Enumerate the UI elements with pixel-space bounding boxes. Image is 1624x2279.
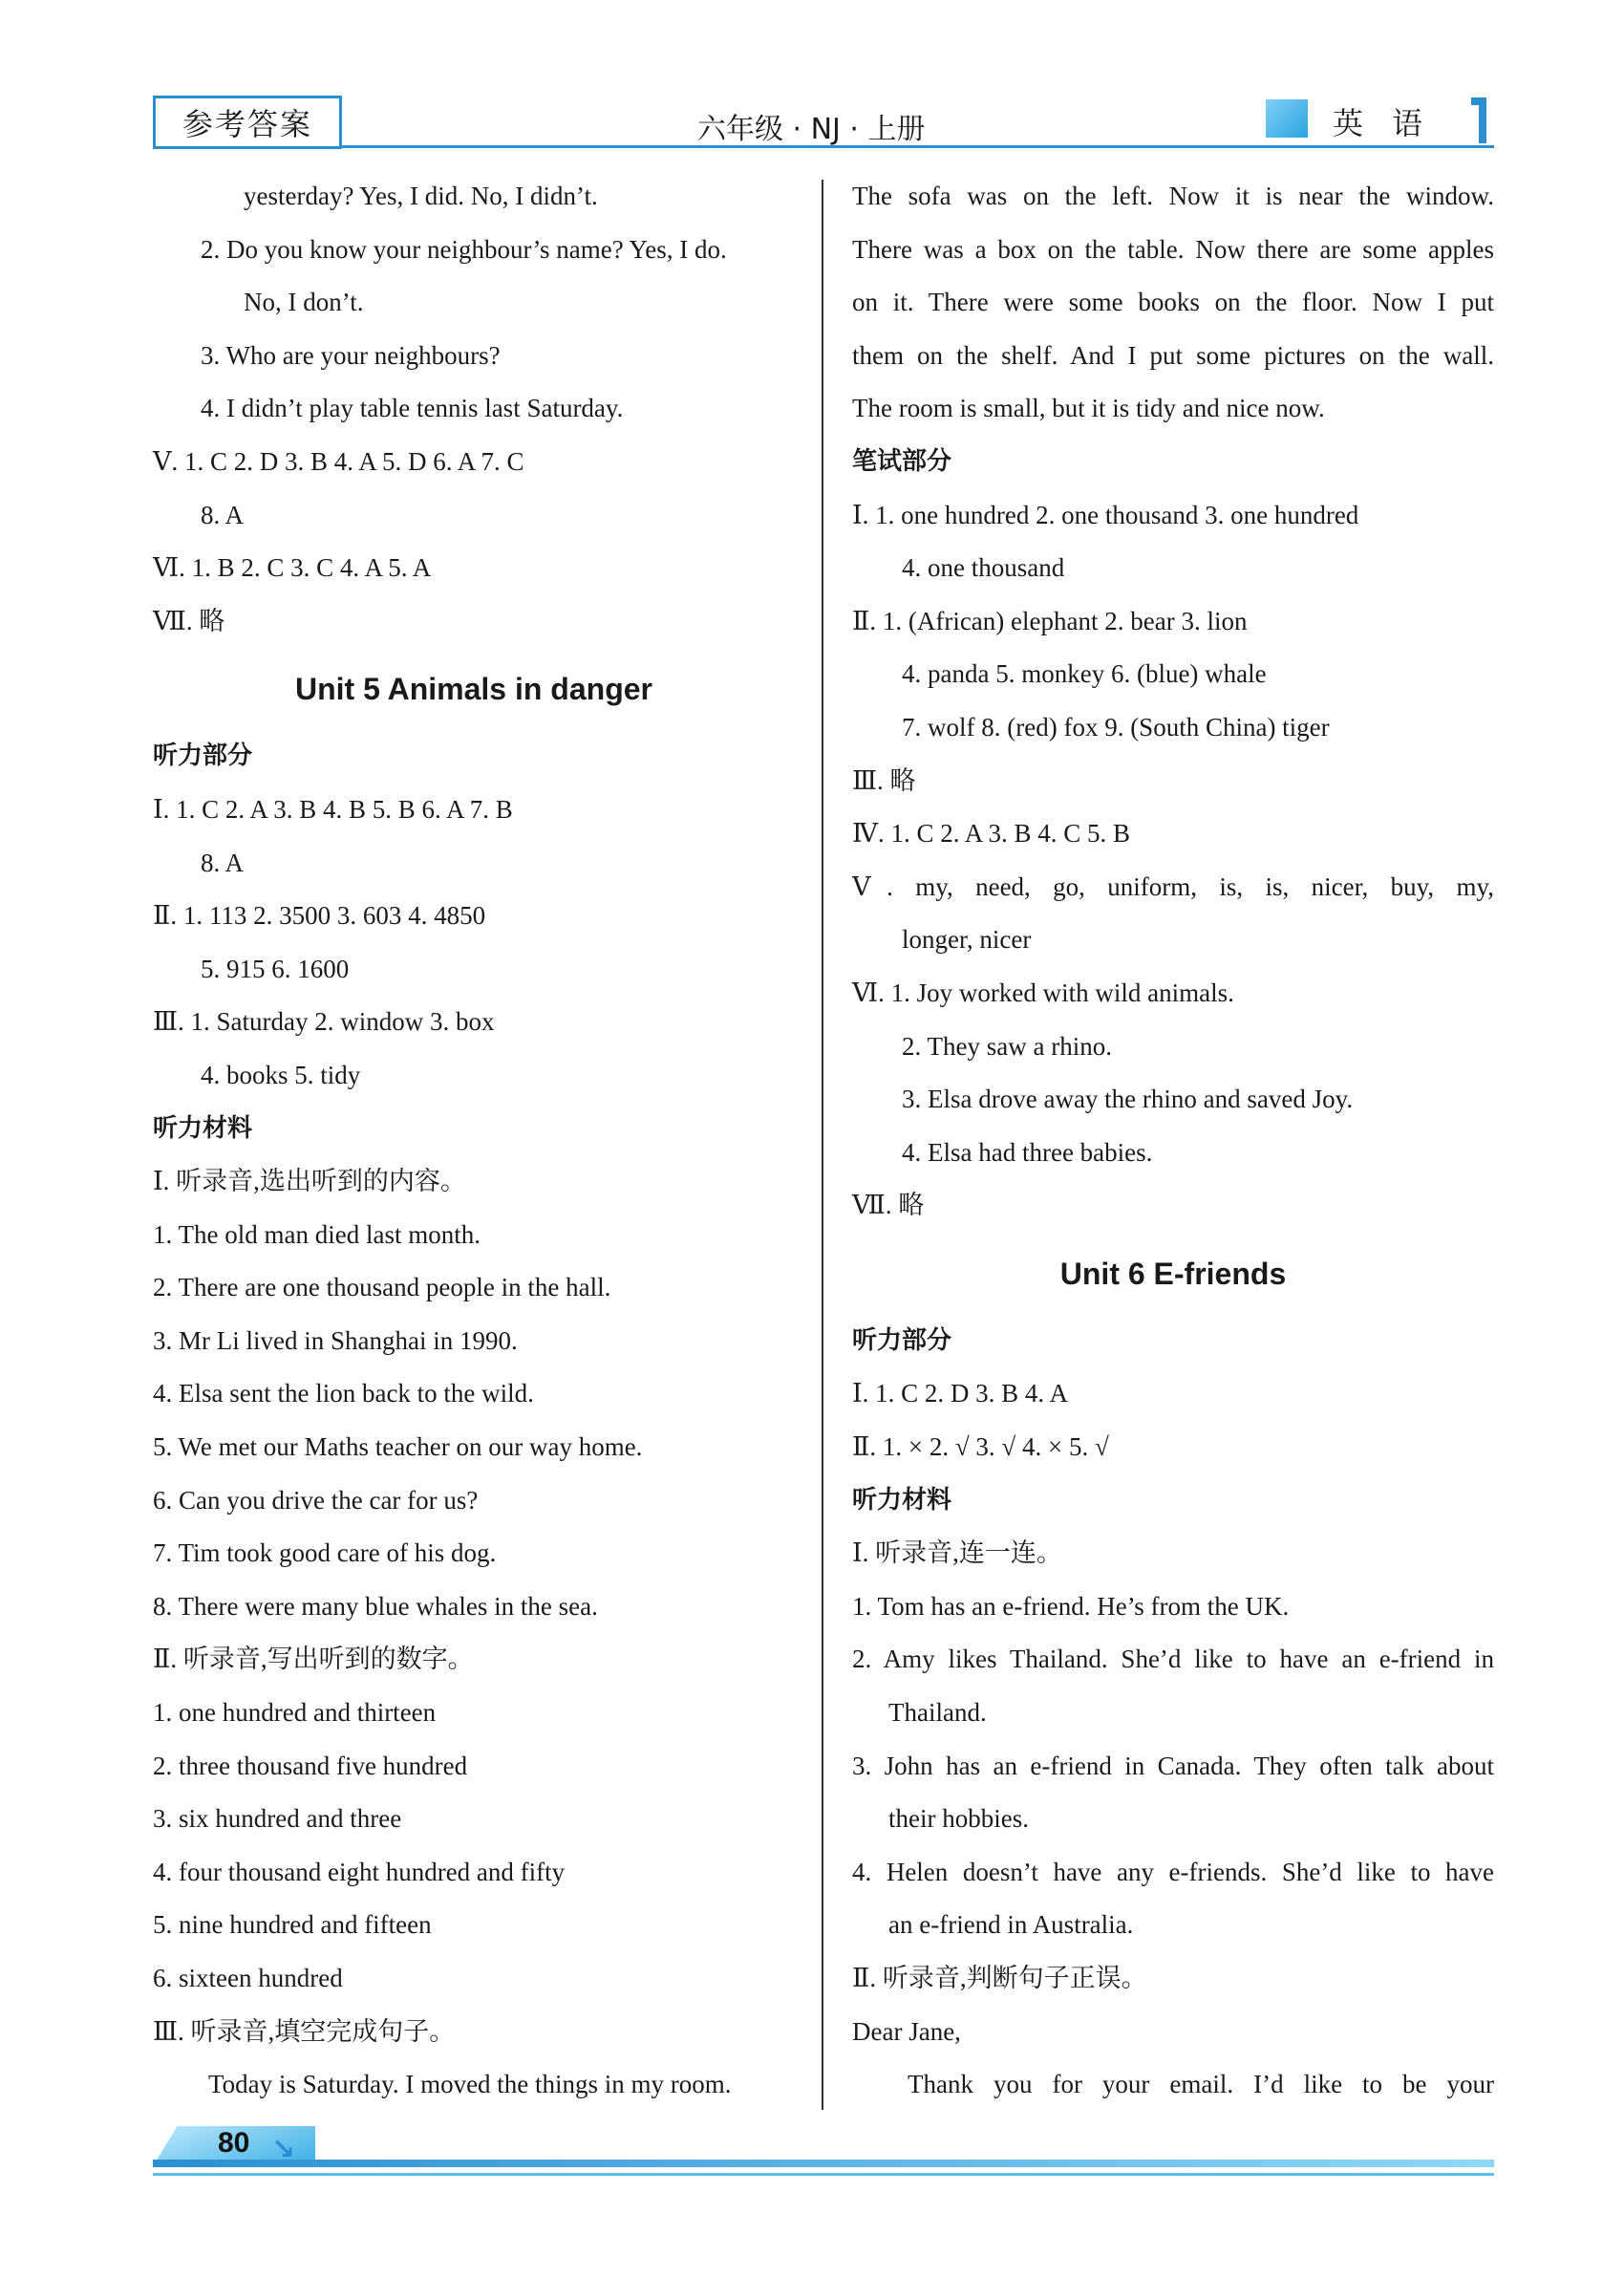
text-line: 4. Elsa had three babies.: [902, 1137, 1153, 1167]
text-line: 4. books 5. tidy: [201, 1060, 361, 1089]
text-line: No, I don’t.: [244, 288, 364, 317]
text-line: Ⅱ. 听录音,判断句子正误。: [852, 1964, 1147, 1992]
text-line: 3. Who are your neighbours?: [201, 340, 501, 370]
text-line: 2. Amy likes Thailand. She’d like to have an e-friend in: [852, 1645, 1494, 1674]
text-line: Ⅲ. 听录音,填空完成句子。: [153, 2016, 456, 2046]
text-line: Ⅳ. 1. C 2. A 3. B 4. C 5. B: [852, 819, 1131, 849]
unit-title: Unit 6 E-friends: [1059, 1256, 1287, 1291]
text-line: 4. one thousand: [902, 553, 1065, 583]
text-line: 8. A: [201, 500, 245, 529]
text-line: 3. Mr Li lived in Shanghai in 1990.: [153, 1325, 518, 1355]
section-heading: 听力部分: [852, 1325, 952, 1355]
text-line: 1. one hundred and thirteen: [153, 1698, 437, 1728]
text-line: Ⅱ. 1. × 2. √ 3. √ 4. × 5. √: [852, 1432, 1109, 1462]
text-line: 7. Tim took good care of his dog.: [153, 1538, 497, 1568]
text-line: Dear Jane,: [852, 2016, 961, 2046]
text-line: 2. Do you know your neighbour’s name? Yes, I do.: [201, 234, 727, 264]
subject-square-icon: [1266, 99, 1308, 138]
text-line: 4. panda 5. monkey 6. (blue) whale: [902, 659, 1267, 689]
text-line: Ⅴ. my, need, go, uniform, is, is, nicer, buy, my,: [852, 871, 1494, 901]
text-line: 3. John has an e-friend in Canada. They often talk about: [852, 1751, 1494, 1780]
text-line: Thank you for your email. I’d like to be your: [908, 2070, 1494, 2099]
text-line: Ⅶ. 略: [153, 606, 225, 635]
text-line: Ⅰ. 听录音,选出听到的内容。: [153, 1167, 466, 1196]
text-line: 2. three thousand five hundred: [153, 1751, 468, 1780]
text-line: an e-friend in Australia.: [888, 1910, 1134, 1940]
column-divider: [822, 180, 823, 2110]
right-column: [852, 170, 1494, 2112]
text-line: Ⅱ. 听录音,写出听到的数字。: [153, 1645, 474, 1674]
text-line: 5. 915 6. 1600: [201, 954, 350, 983]
text-line: Ⅰ. 1. C 2. D 3. B 4. A: [852, 1379, 1068, 1408]
text-line: 5. We met our Maths teacher on our way home.: [153, 1432, 643, 1462]
text-line: their hobbies.: [888, 1804, 1029, 1834]
subject-label: 英语: [1333, 105, 1452, 141]
text-line: The room is small, but it is tidy and nice now.: [852, 394, 1325, 423]
left-column: [153, 170, 795, 2112]
text-line: There was a box on the table. Now there are some apples: [852, 234, 1494, 264]
text-line: Thailand.: [888, 1698, 987, 1728]
grade-label: 六年级 · NJ · 上册: [697, 113, 926, 146]
text-line: Ⅱ. 1. 113 2. 3500 3. 603 4. 4850: [153, 901, 486, 931]
text-line: 8. There were many blue whales in the sea.: [153, 1591, 598, 1621]
text-line: 2. There are one thousand people in the hall.: [153, 1273, 611, 1302]
text-line: The sofa was on the left. Now it is near the window.: [852, 182, 1494, 210]
text-line: 4. Helen doesn’t have any e-friends. She’d like to have: [852, 1857, 1494, 1886]
text-line: 1. Tom has an e-friend. He’s from the UK.: [852, 1591, 1290, 1621]
text-line: 1. The old man died last month.: [153, 1219, 481, 1249]
text-line: Ⅰ. 1. C 2. A 3. B 4. B 5. B 6. A 7. B: [153, 794, 513, 824]
answer-key-label: 参考答案: [153, 96, 342, 149]
text-line: Ⅵ. 1. B 2. C 3. C 4. A 5. A: [153, 553, 432, 583]
footer-rule: [153, 2173, 1494, 2176]
text-line: 4. four thousand eight hundred and fifty: [153, 1857, 566, 1886]
text-line: 5. nine hundred and fifteen: [153, 1910, 432, 1940]
text-line: Ⅱ. 1. (African) elephant 2. bear 3. lion: [852, 606, 1248, 635]
text-line: 8. A: [201, 848, 245, 877]
text-line: yesterday? Yes, I did. No, I didn’t.: [244, 182, 598, 210]
text-line: Ⅰ. 1. one hundred 2. one thousand 3. one hundred: [852, 500, 1359, 529]
text-line: Ⅶ. 略: [852, 1191, 925, 1220]
section-heading: 听力材料: [153, 1113, 253, 1143]
text-line: Ⅵ. 1. Joy worked with wild animals.: [852, 978, 1234, 1007]
text-line: Ⅴ. 1. C 2. D 3. B 4. A 5. D 6. A 7. C: [153, 446, 524, 476]
text-line: 4. Elsa sent the lion back to the wild.: [153, 1379, 534, 1408]
text-line: 7. wolf 8. (red) fox 9. (South China) tiger: [902, 712, 1330, 742]
text-line: Ⅲ. 1. Saturday 2. window 3. box: [153, 1007, 495, 1037]
text-line: 6. sixteen hundred: [153, 1964, 343, 1992]
text-line: 3. Elsa drove away the rhino and saved Joy.: [902, 1085, 1354, 1114]
text-line: 4. I didn’t play table tennis last Saturday.: [201, 394, 624, 423]
page-number: 80: [218, 2127, 250, 2159]
text-line: longer, nicer: [902, 925, 1032, 955]
arrow-down-right-icon: ↘: [271, 2133, 296, 2166]
section-heading: 听力材料: [852, 1485, 952, 1515]
section-heading: 听力部分: [153, 742, 253, 771]
unit-title: Unit 5 Animals in danger: [295, 672, 652, 707]
text-line: Ⅲ. 略: [852, 765, 916, 795]
text-line: 6. Can you drive the car for us?: [153, 1485, 479, 1515]
text-line: 3. six hundred and three: [153, 1804, 402, 1834]
section-heading: 笔试部分: [852, 446, 952, 476]
footer-band: [153, 2160, 1494, 2167]
text-line: them on the shelf. And I put some pictures on the wall.: [852, 340, 1494, 370]
text-line: Ⅰ. 听录音,连一连。: [852, 1538, 1062, 1568]
text-line: 2. They saw a rhino.: [902, 1031, 1112, 1061]
corner-bracket-icon: [1471, 97, 1486, 143]
text-line: Today is Saturday. I moved the things in my room.: [208, 2070, 732, 2099]
text-line: on it. There were some books on the floor. Now I put: [852, 288, 1494, 317]
